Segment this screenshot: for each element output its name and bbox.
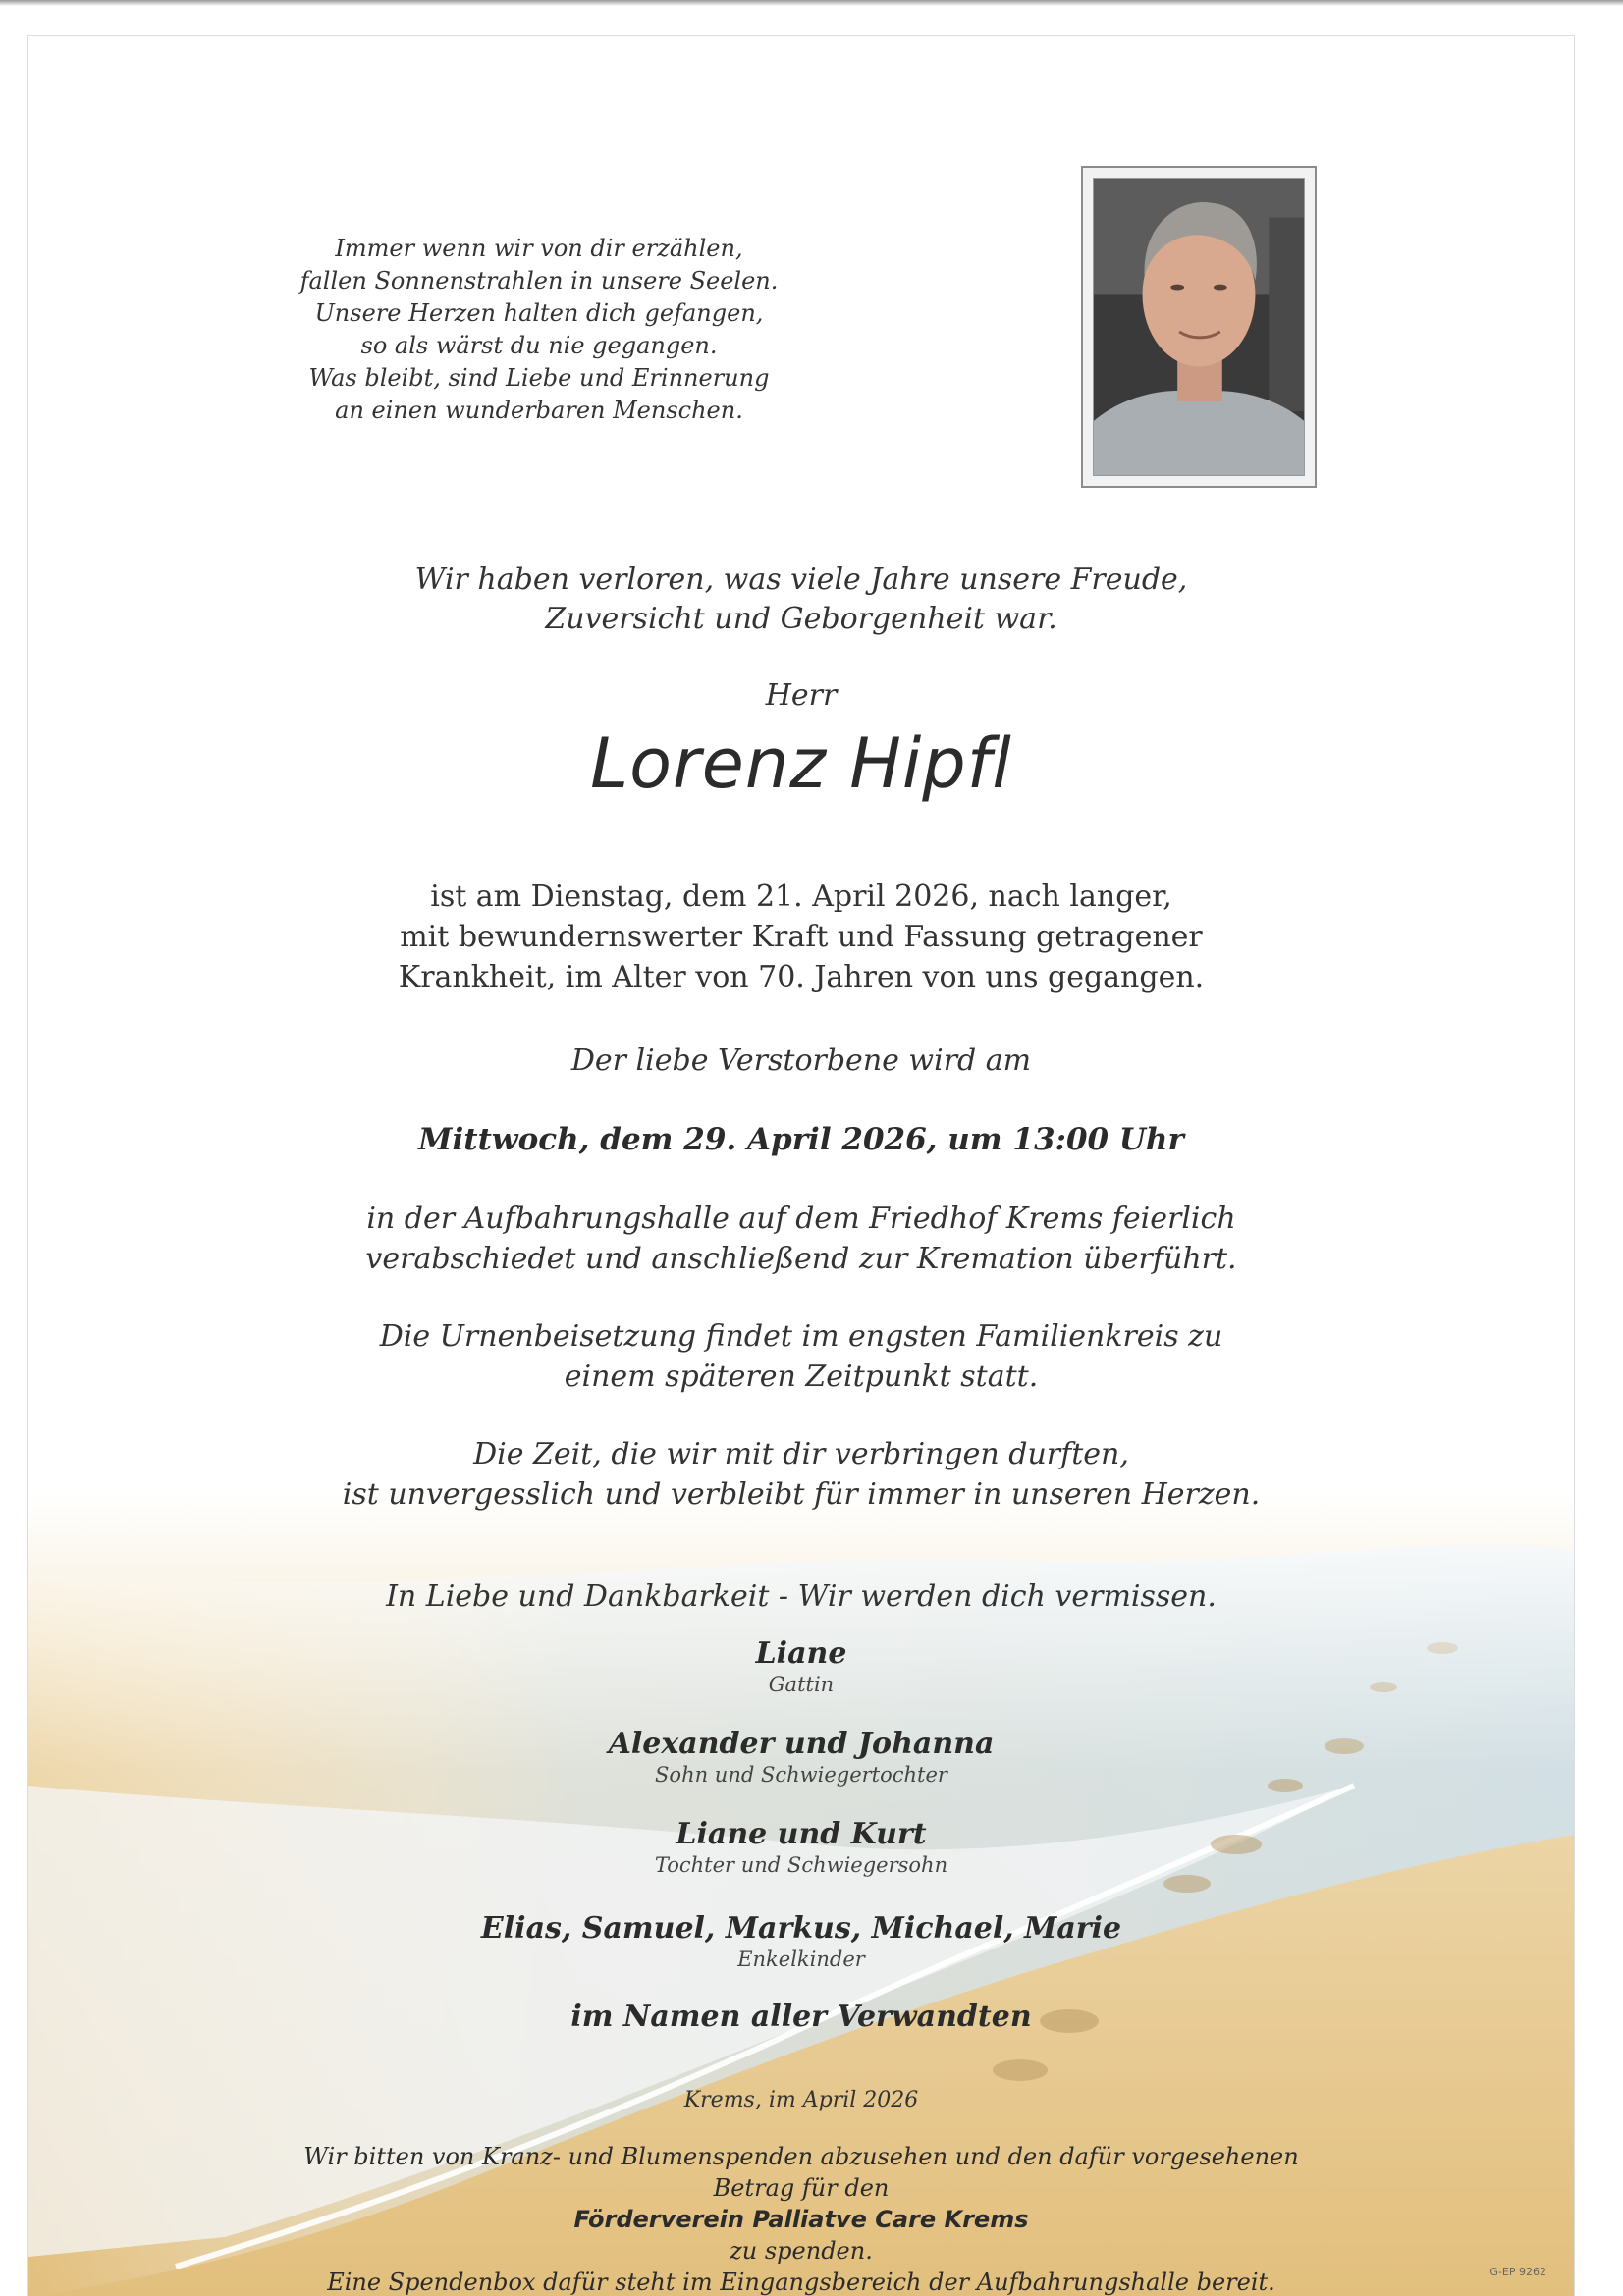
all-relatives: im Namen aller Verwandten — [570, 2000, 1032, 2034]
portrait-photo — [1093, 178, 1305, 476]
mourner-relation: Gattin — [768, 1673, 835, 1696]
mourner-name: Liane und Kurt — [676, 1817, 927, 1851]
place-date: Krems, im April 2026 — [683, 2088, 919, 2112]
donation-line — [28, 2172, 1574, 2267]
mourner-name: Elias, Samuel, Markus, Michael, Marie — [480, 1911, 1122, 1946]
mourner — [28, 1727, 1574, 1788]
memorial-verse — [284, 233, 794, 427]
mourner — [28, 1817, 1574, 1878]
mourner-relation: Enkelkinder — [737, 1948, 865, 1971]
death-notice-line: mit bewundernswerter Kraft und Fassung getragener — [400, 920, 1203, 954]
ceremony-place-line: in der Aufbahrungshalle auf dem Friedhof Krems feierlich — [366, 1201, 1236, 1236]
memory-text — [28, 1434, 1574, 1515]
portrait-frame — [1081, 166, 1317, 488]
intro-line: Zuversicht und Geborgenheit war. — [545, 602, 1057, 636]
salutation: Herr — [765, 678, 838, 713]
donation-line: Wir bitten von Kranz- und Blumenspenden abzusehen und den dafür vorgesehenen — [303, 2143, 1299, 2170]
memory-line: ist unvergesslich und verbleibt für immer in unseren Herzen. — [342, 1477, 1261, 1512]
verse-line: Immer wenn wir von dir erzählen, — [335, 235, 743, 262]
mourner — [28, 1911, 1574, 1972]
verse-line: an einen wunderbaren Menschen. — [335, 397, 743, 424]
obituary-card — [27, 35, 1575, 2296]
ceremony-place — [28, 1199, 1574, 1279]
mourner — [28, 1636, 1574, 1697]
verse-line: Was bleibt, sind Liebe und Erinnerung — [308, 364, 770, 392]
verse-line: fallen Sonnenstrahlen in unsere Seelen. — [299, 267, 779, 294]
urn-notice — [28, 1316, 1574, 1397]
death-notice-line: ist am Dienstag, dem 21. April 2026, nach langer, — [430, 880, 1172, 914]
mourner-relation: Tochter und Schwiegersohn — [654, 1853, 948, 1877]
mourner-name: Liane — [755, 1636, 847, 1671]
deceased-name: Lorenz Hipfl — [590, 723, 1012, 804]
ceremony-place-line: verabschiedet und anschließend zur Kremation überführt. — [365, 1242, 1237, 1276]
donation-request — [28, 2141, 1574, 2296]
urn-notice-line: Die Urnenbeisetzung findet im engsten Familienkreis zu — [379, 1319, 1223, 1354]
closing-line: In Liebe und Dankbarkeit - Wir werden dich vermissen. — [386, 1579, 1217, 1614]
intro-text — [28, 561, 1574, 639]
death-notice-line: Krankheit, im Alter von 70. Jahren von uns gegangen. — [398, 960, 1205, 994]
scan-edge — [0, 0, 1623, 6]
ceremony-date: Mittwoch, dem 29. April 2026, um 13:00 Uhr — [418, 1122, 1184, 1157]
death-notice — [28, 877, 1574, 997]
mourner-name: Alexander und Johanna — [608, 1727, 995, 1761]
donation-line: Eine Spendenbox dafür steht im Eingangsbereich der Aufbahrungshalle bereit. — [327, 2269, 1275, 2296]
verse-line: so als wärst du nie gegangen. — [360, 332, 718, 359]
intro-line: Wir haben verloren, was viele Jahre unsere Freude, — [414, 562, 1188, 597]
memory-line: Die Zeit, die wir mit dir verbringen durften, — [473, 1437, 1129, 1471]
template-code: G-EP 9262 — [1489, 2266, 1546, 2278]
urn-notice-line: einem späteren Zeitpunkt statt. — [564, 1360, 1039, 1394]
mourner-relation: Sohn und Schwiegertochter — [655, 1763, 947, 1787]
donation-pre: Betrag für den — [713, 2174, 890, 2202]
verse-line: Unsere Herzen halten dich gefangen, — [314, 299, 764, 327]
charity-name: Förderverein Palliatve Care Krems — [573, 2206, 1029, 2233]
ceremony-lead: Der liebe Verstorbene wird am — [570, 1043, 1032, 1078]
donation-post: zu spenden. — [730, 2237, 873, 2265]
